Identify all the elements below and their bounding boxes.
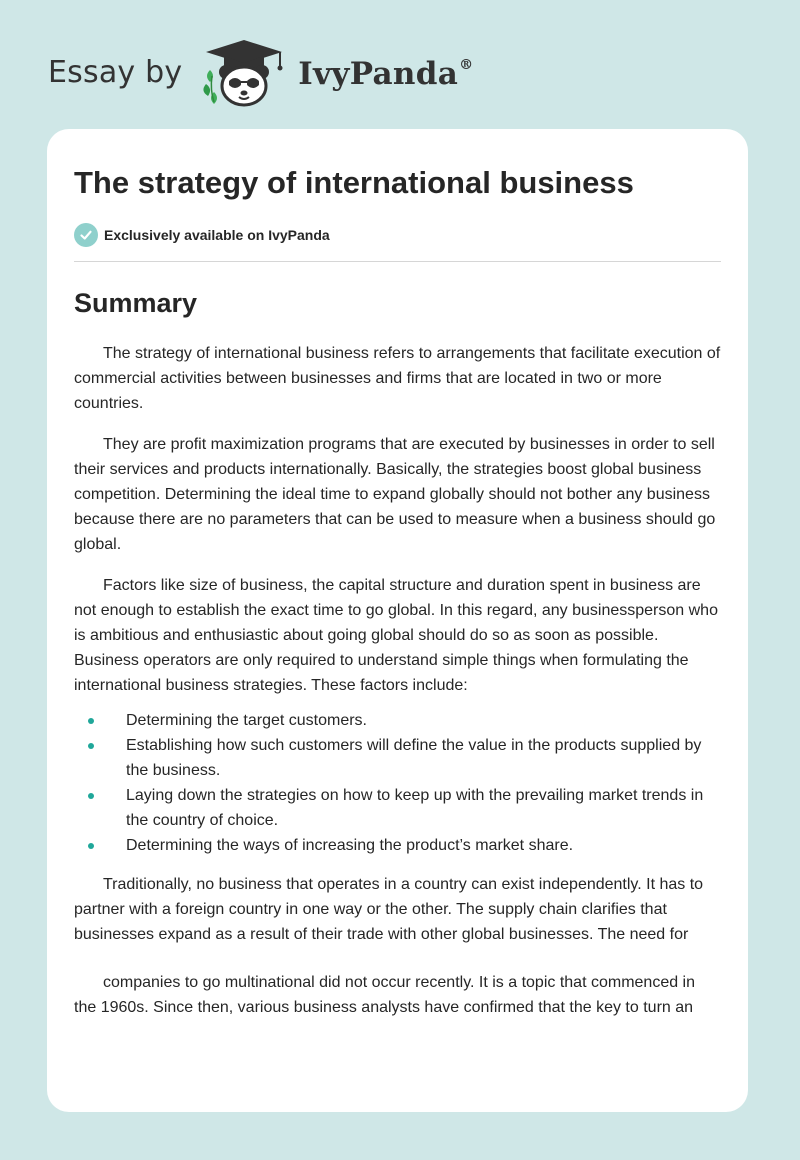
list-item-text: Determining the target customers. <box>126 712 367 729</box>
list-item <box>74 833 721 858</box>
exclusive-badge-label: Exclusively available on IvyPanda <box>104 227 330 243</box>
brand-header[interactable] <box>48 36 473 108</box>
brand-name: IvyPanda® <box>298 56 474 92</box>
list-item <box>74 783 721 833</box>
paragraph: Traditionally, no business that operates in a country can exist independently. It has to partner with a foreign country in one way or the other. The supply chain clarifies that businesses expand as a result of their trade with other global businesses. The need for <box>74 876 704 943</box>
paragraph: Factors like size of business, the capital structure and duration spent in business are not enough to establish the exact time to go global. In this regard, any businessperson who is ambitious and enthusiastic about going global should do so as soon as possible. Business operators are only required to understand simple things when formulating the international business strategies. These factors include: <box>74 577 718 694</box>
list-item-text: Establishing how such customers will define the value in the products supplied by the business. <box>126 737 702 779</box>
bullet-icon <box>88 793 94 799</box>
bullet-icon <box>88 743 94 749</box>
registered-mark: ® <box>459 56 474 73</box>
brand-prefix: Essay by <box>48 54 183 90</box>
panda-logo-icon <box>196 36 292 108</box>
paragraph-continued: companies to go multinational did not occur recently. It is a topic that commenced in the 1960s. Since then, various business analysts have confirmed that the key to turn an <box>74 974 696 1016</box>
paragraph: They are profit maximization programs that are executed by businesses in order to sell their services and products internationally. Basically, the strategies boost global business competition. Determining the ideal time to expand globally should not bother any business because there are no parameters that can be used to measure when a business should go global. <box>74 436 716 553</box>
essay-card <box>47 129 748 1112</box>
paragraph: The strategy of international business refers to arrangements that facilitate execution of commercial activities between businesses and firms that are located in two or more countries. <box>74 345 721 412</box>
list-item <box>74 708 721 733</box>
bullet-icon <box>88 718 94 724</box>
list-item-text: Determining the ways of increasing the product’s market share. <box>126 837 574 854</box>
divider <box>74 261 721 262</box>
check-icon <box>74 223 98 247</box>
list-item-text: Laying down the strategies on how to keep up with the prevailing market trends in the country of choice. <box>126 787 704 829</box>
bullet-icon <box>88 843 94 849</box>
exclusive-badge <box>74 222 721 248</box>
page-title: The strategy of international business <box>74 165 634 200</box>
list-item <box>74 733 721 783</box>
factor-list <box>74 708 721 858</box>
section-heading-summary: Summary <box>74 288 198 318</box>
